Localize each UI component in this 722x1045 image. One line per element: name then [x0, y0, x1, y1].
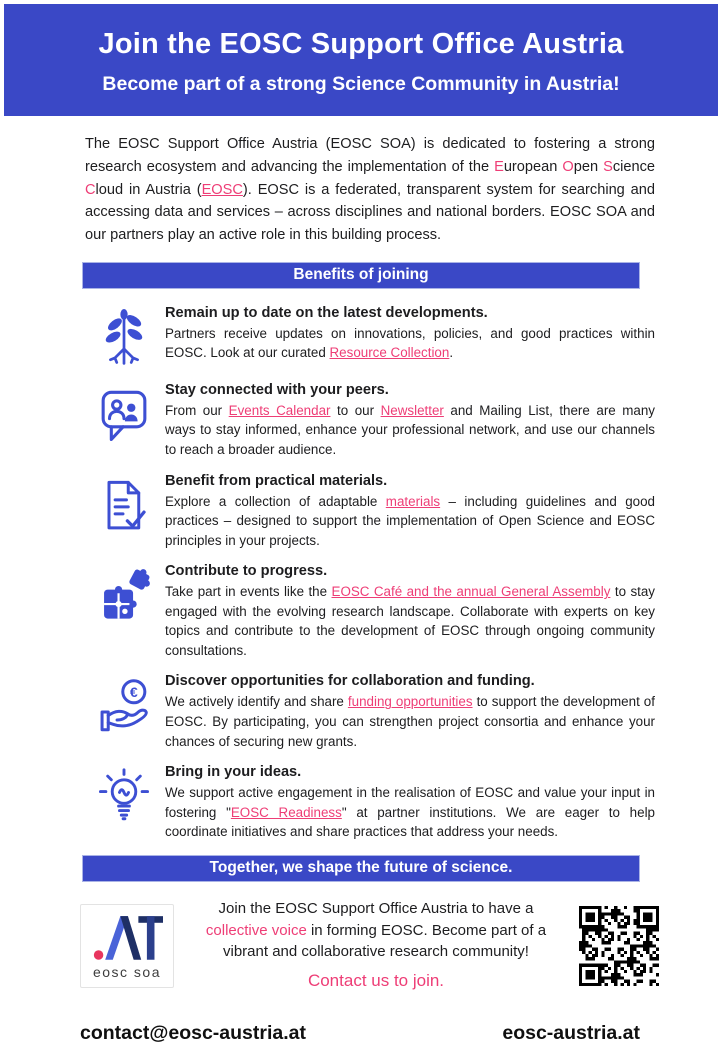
text-segment: E — [494, 158, 504, 175]
benefit-title: Benefit from practical materials. — [165, 472, 388, 489]
benefit-item-materials — [95, 473, 655, 551]
text-segment: to stay engaged with the evolving research landscape. Collaborate with experts on key topics and contribute to the development of EOSC through ongoing community consultations. — [165, 584, 656, 658]
benefit-item-updates — [95, 305, 655, 369]
text-segment: O — [562, 158, 574, 175]
email-address[interactable]: contact@eosc-austria.at — [80, 1021, 307, 1044]
eosc-soa-logo-mark — [91, 912, 163, 962]
qr-code — [578, 905, 660, 987]
document-check-icon — [95, 473, 165, 551]
benefit-title: Remain up to date on the latest developments. — [165, 304, 488, 321]
text-segment: pen — [573, 158, 604, 175]
text-segment: S — [603, 158, 613, 175]
together-banner-label: Together, we shape the future of science. — [209, 858, 513, 876]
inline-link[interactable]: Newsletter — [380, 402, 444, 418]
benefit-item-funding — [95, 673, 655, 751]
benefit-title: Discover opportunities for collaboration and funding. — [165, 673, 535, 690]
text-segment: " at partner institutions. We are eager to help coordinate initiatives and share practices that address your needs. — [165, 804, 655, 840]
inline-link[interactable]: Events Calendar — [228, 402, 331, 418]
benefits-banner-label: Benefits of joining — [293, 265, 429, 283]
text-segment: From our — [165, 402, 229, 418]
svg-text:€: € — [129, 684, 138, 701]
inline-link[interactable]: materials — [385, 493, 441, 509]
text-segment: C — [85, 181, 96, 198]
benefit-body — [165, 582, 655, 660]
benefit-item-ideas — [95, 764, 655, 842]
benefits-banner — [82, 262, 640, 289]
inline-link[interactable]: Resource Collection — [329, 345, 450, 361]
contact-bar — [80, 1022, 640, 1045]
inline-link[interactable]: EOSC — [201, 181, 243, 198]
flyer-page — [0, 4, 722, 1044]
text-segment: – including guidelines and good practices – designed to support the implementation of Open Science and EOSC principles in your projects. — [165, 493, 655, 548]
text-segment: loud in Austria ( — [95, 181, 202, 198]
page-title: Join the EOSC Support Office Austria — [98, 28, 624, 60]
inline-link[interactable]: EOSC Readiness — [230, 804, 342, 820]
eosc-soa-logo-text: eosc soa — [92, 963, 162, 980]
text-segment: Explore a collection of adaptable — [165, 493, 386, 509]
benefit-body — [165, 692, 655, 751]
lightbulb-icon — [95, 764, 165, 842]
text-segment: to our — [330, 402, 381, 418]
text-segment: in forming EOSC. Become part of a vibrant and collaborative research community! — [223, 921, 547, 961]
text-segment: . — [449, 345, 454, 361]
text-segment: We actively identify and share — [165, 694, 348, 710]
text-segment: Take part in events like the — [165, 584, 332, 600]
text-segment: We support active engagement in the realisation of EOSC and value your input in fostering " — [165, 785, 655, 820]
benefit-title: Stay connected with your peers. — [165, 381, 389, 398]
inline-link[interactable]: EOSC Café and the annual General Assembly — [331, 584, 611, 600]
chat-people-icon — [95, 382, 165, 460]
website-url[interactable]: eosc-austria.at — [502, 1021, 640, 1044]
benefit-body — [165, 783, 655, 842]
together-banner — [82, 855, 640, 882]
footer-cta-text — [190, 898, 562, 994]
benefit-item-peers — [95, 382, 655, 460]
inline-link[interactable]: funding opportunities — [347, 694, 473, 710]
sprout-icon — [95, 305, 165, 369]
header-banner — [4, 4, 718, 116]
text-segment: Partners receive updates on innovations, policies, and good practices within EOSC. Look at our curated — [165, 325, 655, 361]
benefit-body — [165, 492, 655, 551]
text-segment: cience — [612, 158, 655, 175]
text-segment: ). EOSC is a federated, transparent system for searching and accessing data and services – across disciplines and national borders. EOSC SOA and our partners play an active role in this building process. — [85, 181, 656, 244]
benefit-body — [165, 401, 655, 460]
intro-paragraph — [85, 133, 655, 247]
text-segment: and Mailing List, there are many ways to stay informed, enhance your professional network, and use our channels to reach a broader audience. — [165, 402, 656, 457]
contact-us-link[interactable]: Contact us to join. — [307, 971, 445, 991]
text-segment: Join the EOSC Support Office Austria to have a — [218, 899, 534, 917]
eosc-soa-logo — [80, 904, 174, 988]
benefit-item-progress — [95, 563, 655, 660]
footer-cta — [80, 898, 660, 994]
text-segment: The EOSC Support Office Austria (EOSC SOA) is dedicated to fostering a strong research ecosystem and advancing the implementation of the — [85, 136, 655, 175]
text-segment: uropean — [503, 158, 563, 175]
text-segment: collective voice — [205, 921, 307, 939]
text-segment: to support the development of EOSC. By participating, you can strengthen project consortia and enhance your chances of securing new grants. — [165, 694, 655, 749]
page-subtitle: Become part of a strong Science Community in Austria! — [102, 73, 620, 95]
puzzle-icon — [95, 563, 165, 660]
benefits-list — [0, 305, 722, 842]
benefit-title: Bring in your ideas. — [165, 764, 302, 781]
benefit-body — [165, 324, 655, 363]
cta-paragraph — [190, 898, 562, 963]
benefit-title: Contribute to progress. — [165, 563, 328, 580]
euro-hand-icon — [95, 673, 165, 751]
